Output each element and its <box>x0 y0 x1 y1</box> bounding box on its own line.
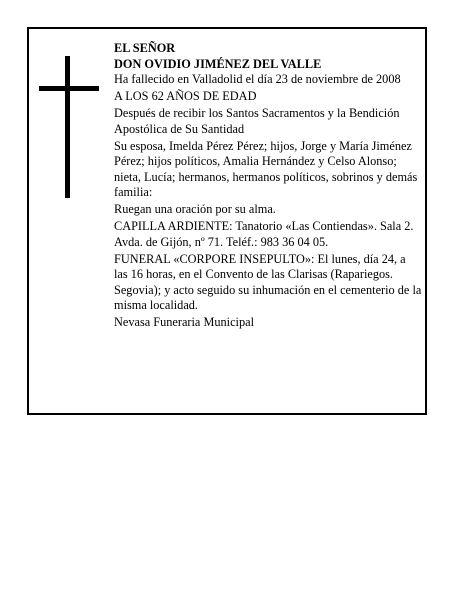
cross-vertical-bar <box>65 56 70 198</box>
age-statement: A LOS 62 AÑOS DE EDAD <box>114 89 257 103</box>
death-statement: Ha fallecido en Valladolid el día 23 de noviembre de 2008 <box>114 72 401 86</box>
cross-horizontal-bar <box>39 86 99 91</box>
family-statement: Su esposa, Imelda Pérez Pérez; hijos, Jorge y María Jiménez Pérez; hijos políticos, Amalia Hernández y Celso Alonso; nieta, Lucía; hermanos, hermanos políticos, sobrinos y demás familia: <box>114 138 418 199</box>
sacraments-statement: Después de recibir los Santos Sacramentos y la Bendición Apostólica de Su Santidad <box>114 106 400 136</box>
obituary-text <box>114 41 422 332</box>
chapel-info: CAPILLA ARDIENTE: Tanatorio «Las Contiendas». Sala 2. Avda. de Gijón, nº 71. Teléf.: 983 36 04 05. <box>114 219 414 249</box>
latin-cross-icon <box>39 56 99 198</box>
prayer-request: Ruegan una oración por su alma. <box>114 202 276 216</box>
funeral-info: FUNERAL «CORPORE INSEPULTO»: El lunes, día 24, a las 16 horas, en el Convento de las Clarisas (Rapariegos. Segovia); y acto seguido su inhumación en el cementerio de la misma localidad. <box>114 251 422 312</box>
obituary-notice <box>27 27 427 415</box>
deceased-name: DON OVIDIO JIMÉNEZ DEL VALLE <box>114 56 322 71</box>
funeral-home: Nevasa Funeraria Municipal <box>114 315 254 329</box>
obituary-title: EL SEÑOR <box>114 41 176 55</box>
